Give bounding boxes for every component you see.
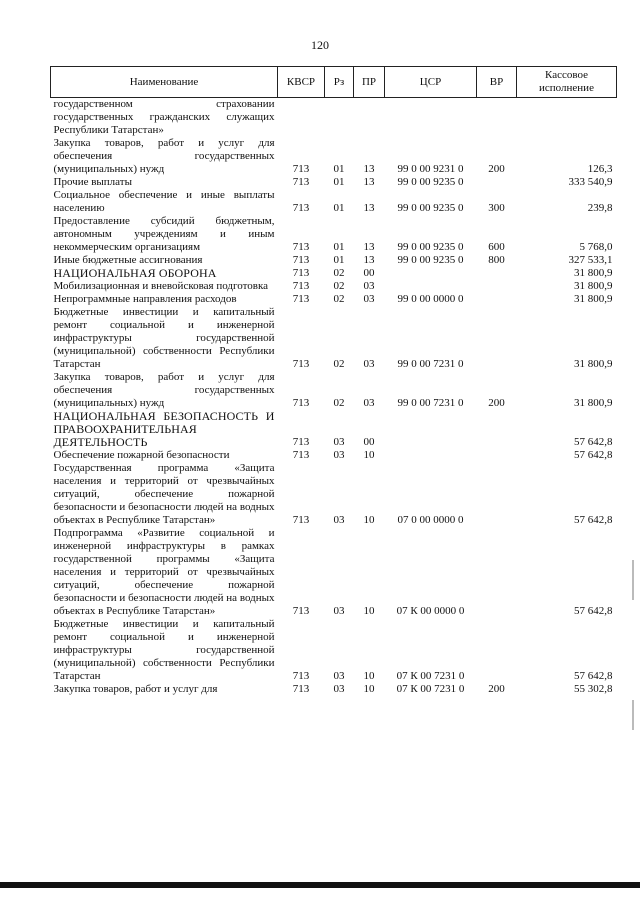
cell-pr: 03 [363,280,375,292]
table-body [51,98,617,697]
cell-amount: 31 800,9 [574,397,613,409]
table-row [51,527,617,618]
cell-vr: 300 [488,202,505,214]
cell-amount: 5 768,0 [579,241,613,253]
table-row [51,683,617,696]
cell-csr: 99 0 00 9235 0 [397,241,464,253]
table-row [51,462,617,527]
header-name: Наименование [51,67,278,98]
cell-vr [477,449,517,462]
cell-amount: 57 642,8 [574,670,613,682]
table-header [51,67,617,98]
header-rz: Рз [325,67,354,98]
cell-vr: 200 [488,683,505,695]
cell-rz: 02 [333,280,345,292]
cell-rz: 02 [333,397,345,409]
cell-amount: 57 642,8 [574,436,613,448]
cell-amount: 31 800,9 [574,280,613,292]
cell-kvsr: 713 [292,202,310,214]
cell-amount [517,98,617,138]
cell-amount: 126,3 [587,163,613,175]
cell-vr [477,293,517,306]
cell-name: Бюджетные инвестиции и капитальный ремонт социальной и инженерной инфраструктуры государственной (муниципальной) собственности Республики Татарстан [53,306,275,370]
cell-csr: 99 0 00 0000 0 [397,293,464,305]
cell-rz [325,98,354,138]
cell-csr: 07 К 00 0000 0 [396,605,465,617]
cell-kvsr: 713 [292,280,310,292]
header-kvsr: КВСР [278,67,325,98]
table-row [51,189,617,215]
cell-pr: 00 [363,267,375,279]
cell-pr: 10 [363,449,375,461]
cell-vr [477,267,517,280]
cell-amount: 333 540,9 [568,176,613,188]
cell-vr [477,306,517,371]
table-row [51,449,617,462]
cell-vr [477,462,517,527]
cell-amount: 57 642,8 [574,514,613,526]
cell-rz: 02 [333,293,345,305]
cell-vr: 200 [488,397,505,409]
cell-csr [385,449,477,462]
cell-name: Непрограммные направления расходов [53,293,237,305]
scan-bottom-bar [0,882,640,888]
table-row [51,306,617,371]
cell-rz: 01 [333,202,345,214]
cell-vr [477,98,517,138]
cell-pr: 13 [363,254,375,266]
scan-edge-mark [632,560,634,600]
cell-amount: 31 800,9 [574,267,613,279]
cell-rz: 01 [333,254,345,266]
cell-kvsr: 713 [292,176,310,188]
cell-kvsr: 713 [292,605,310,617]
cell-kvsr: 713 [292,293,310,305]
cell-pr: 13 [363,202,375,214]
header-kassovoe: Кассовое исполнение [517,67,617,98]
cell-pr: 13 [363,163,375,175]
cell-csr: 07 К 00 7231 0 [396,683,465,695]
cell-csr: 99 0 00 9235 0 [397,202,464,214]
cell-vr [477,618,517,683]
cell-pr: 10 [363,514,375,526]
cell-csr: 99 0 00 7231 0 [397,358,464,370]
table-row [51,267,617,280]
table-row [51,410,617,449]
cell-amount: 57 642,8 [574,449,613,461]
table-row [51,371,617,410]
cell-kvsr: 713 [292,449,310,461]
cell-rz: 01 [333,241,345,253]
cell-rz: 03 [333,436,345,448]
cell-rz: 03 [333,514,345,526]
cell-pr: 03 [363,358,375,370]
cell-rz: 03 [333,683,345,695]
cell-vr: 200 [488,163,505,175]
table-row [51,293,617,306]
cell-kvsr: 713 [292,267,310,279]
cell-name: Мобилизационная и вневойсковая подготовка [53,280,269,292]
cell-vr [477,176,517,189]
cell-vr [477,527,517,618]
table-row [51,98,617,138]
cell-amount: 55 302,8 [574,683,613,695]
cell-name: Обеспечение пожарной безопасности [53,449,230,461]
cell-kvsr: 713 [292,163,310,175]
cell-name: Закупка товаров, работ и услуг для обеспечения государственных (муниципальных) нужд [53,137,275,175]
cell-amount: 239,8 [587,202,613,214]
header-pr: ПР [354,67,385,98]
cell-amount: 327 533,1 [568,254,613,266]
cell-vr: 800 [488,254,505,266]
header-csr: ЦСР [385,67,477,98]
table-row [51,176,617,189]
cell-rz: 03 [333,670,345,682]
cell-name: Государственная программа «Защита населения и территорий от чрезвычайных ситуаций, обеспечение пожарной безопасности и безопасности людей на водных объектах в Республике Татарстан» [53,462,275,526]
cell-pr: 00 [363,436,375,448]
cell-pr: 03 [363,397,375,409]
cell-csr: 99 0 00 7231 0 [397,397,464,409]
cell-name: Подпрограмма «Развитие социальной и инженерной инфраструктуры в рамках государственной программы «Защита населения и территорий от чрезвычайных ситуаций, обеспечение пожарной безопасности и безопасности людей на водных объектах в Республике Татарстан» [53,527,275,617]
cell-amount: 31 800,9 [574,293,613,305]
cell-pr: 10 [363,605,375,617]
cell-kvsr: 713 [292,254,310,266]
cell-kvsr: 713 [292,397,310,409]
cell-vr: 600 [488,241,505,253]
page-number: 120 [311,38,329,52]
cell-csr: 99 0 00 9235 0 [397,176,464,188]
cell-pr [354,98,385,138]
cell-csr [385,98,477,138]
cell-name: Закупка товаров, работ и услуг для [53,683,218,695]
cell-amount: 57 642,8 [574,605,613,617]
cell-csr: 07 К 00 7231 0 [396,670,465,682]
cell-name: НАЦИОНАЛЬНАЯ БЕЗОПАСНОСТЬ И ПРАВООХРАНИТЕЛЬНАЯ ДЕЯТЕЛЬНОСТЬ [53,409,275,449]
cell-pr: 03 [363,293,375,305]
cell-csr: 07 0 00 0000 0 [397,514,464,526]
cell-kvsr: 713 [292,514,310,526]
table-row [51,215,617,254]
cell-name: Прочие выплаты [53,176,132,188]
cell-kvsr: 713 [292,436,310,448]
cell-rz: 03 [333,449,345,461]
cell-rz: 02 [333,358,345,370]
cell-pr: 10 [363,670,375,682]
cell-name: Закупка товаров, работ и услуг для обеспечения государственных (муниципальных) нужд [53,371,275,409]
cell-kvsr: 713 [292,683,310,695]
cell-name: государственном страховании государственных гражданских служащих Республики Татарстан» [53,98,275,136]
cell-vr [477,280,517,293]
cell-kvsr: 713 [292,358,310,370]
cell-csr [385,267,477,280]
cell-kvsr: 713 [292,241,310,253]
table-row [51,280,617,293]
budget-execution-table [50,66,617,696]
scan-edge-mark [632,700,634,730]
cell-rz: 01 [333,163,345,175]
cell-csr: 99 0 00 9235 0 [397,254,464,266]
cell-amount: 31 800,9 [574,358,613,370]
cell-vr [477,410,517,449]
cell-name: НАЦИОНАЛЬНАЯ ОБОРОНА [53,266,217,280]
table-row [51,137,617,176]
cell-rz: 03 [333,605,345,617]
cell-csr [385,280,477,293]
cell-rz: 02 [333,267,345,279]
cell-csr [385,410,477,449]
table-row [51,618,617,683]
cell-kvsr [278,98,325,138]
cell-name: Социальное обеспечение и иные выплаты населению [53,189,275,214]
cell-csr: 99 0 00 9231 0 [397,163,464,175]
cell-name: Иные бюджетные ассигнования [53,254,203,266]
cell-kvsr: 713 [292,670,310,682]
cell-name: Предоставление субсидий бюджетным, автономным учреждениям и иным некоммерческим организациям [53,215,275,253]
cell-rz: 01 [333,176,345,188]
header-vr: ВР [477,67,517,98]
cell-pr: 13 [363,176,375,188]
cell-pr: 10 [363,683,375,695]
cell-name: Бюджетные инвестиции и капитальный ремонт социальной и инженерной инфраструктуры государственной (муниципальной) собственности Республики Татарстан [53,618,275,682]
cell-pr: 13 [363,241,375,253]
